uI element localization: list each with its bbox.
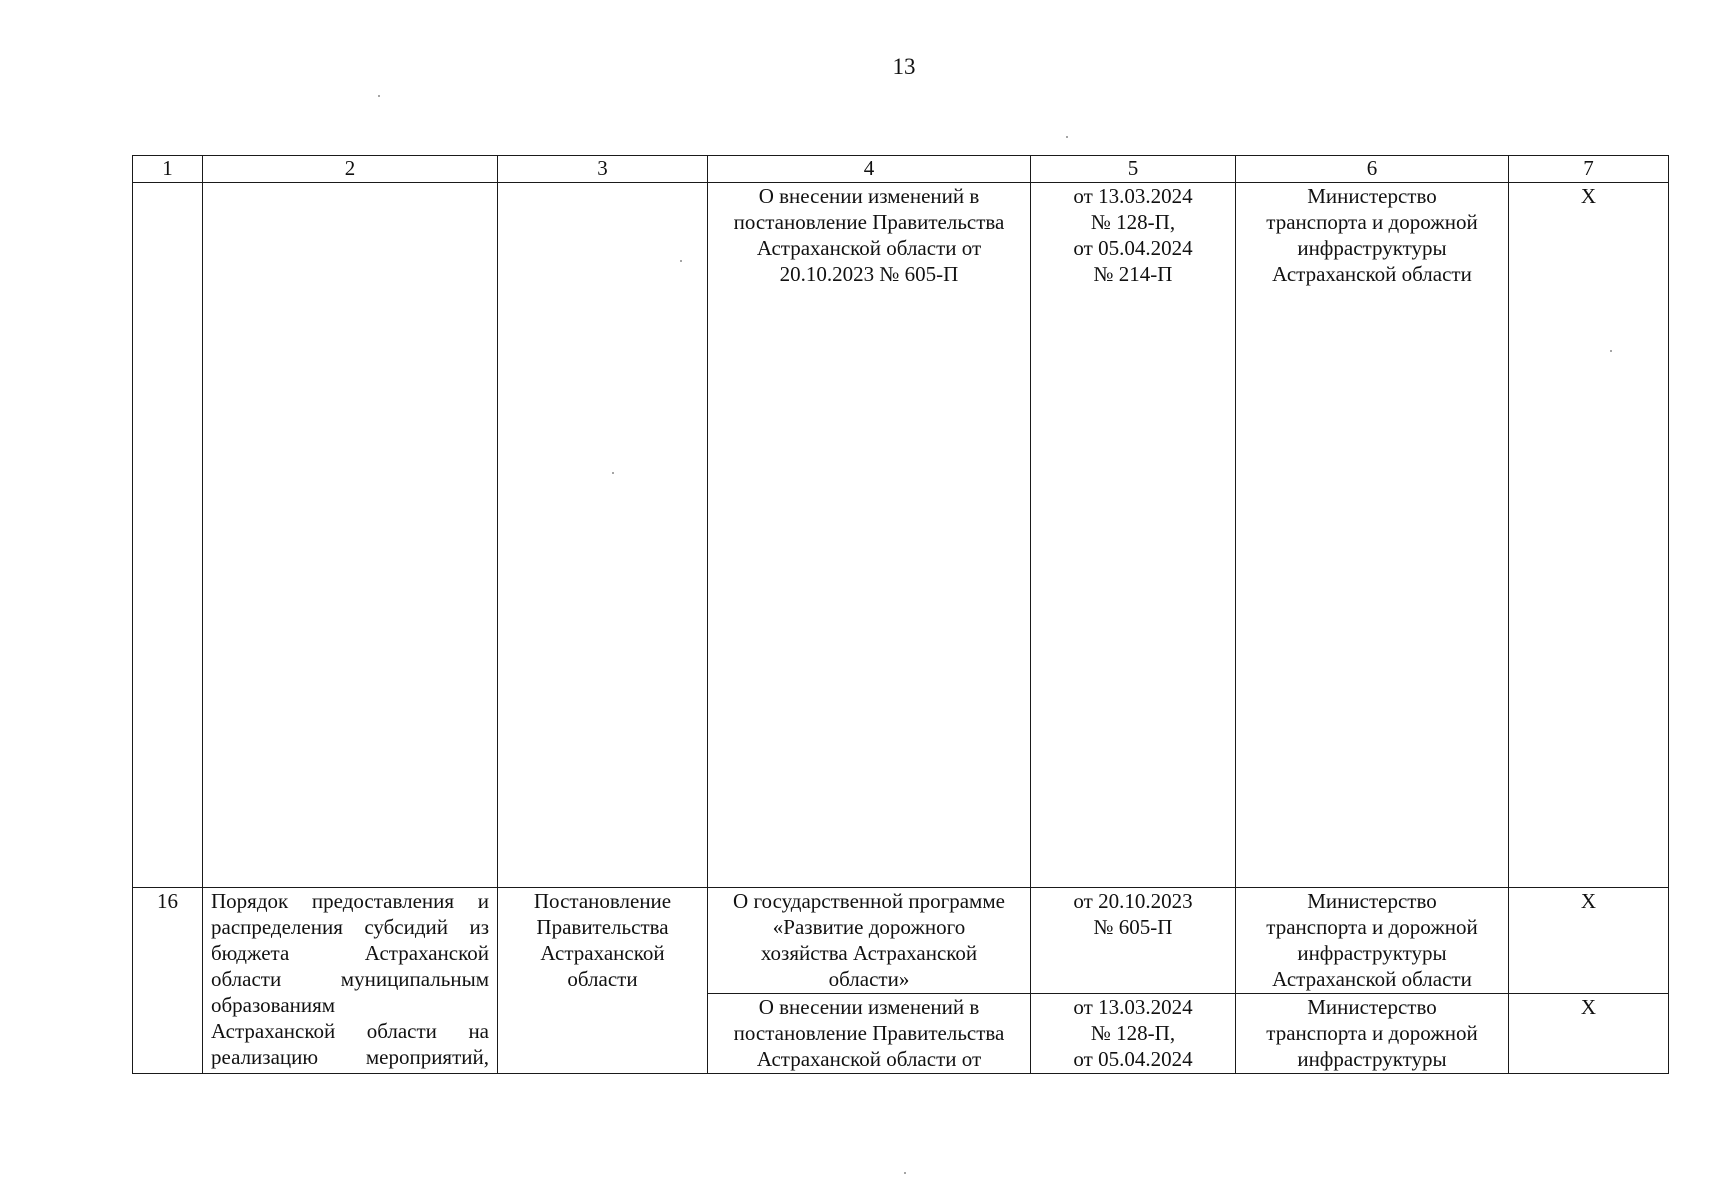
row-number-cell: 16 xyxy=(133,888,203,1074)
act-date-number-cell: от 13.03.2024 № 128-П, от 05.04.2024 xyxy=(1031,994,1236,1074)
responsible-body-cell: Министерство транспорта и дорожной инфраструктуры xyxy=(1236,994,1509,1074)
table-row xyxy=(133,183,1669,888)
responsible-body-cell: Министерство транспорта и дорожной инфраструктуры Астраханской области xyxy=(1236,888,1509,994)
document-title-cell: Порядок предоставления и распределения субсидий из бюджета Астраханской области муниципальным образованиям Астраханской области на реализацию мероприятий, xyxy=(203,888,498,1074)
column-number-1: 1 xyxy=(133,156,203,183)
column-number-7: 7 xyxy=(1509,156,1669,183)
column-number-4: 4 xyxy=(708,156,1031,183)
document-title-cell xyxy=(203,183,498,888)
column-numbers-row xyxy=(133,156,1669,183)
responsible-body-cell: Министерство транспорта и дорожной инфраструктуры Астраханской области xyxy=(1236,183,1509,888)
column-number-2: 2 xyxy=(203,156,498,183)
act-date-number-cell: от 20.10.2023 № 605-П xyxy=(1031,888,1236,994)
column-number-6: 6 xyxy=(1236,156,1509,183)
amending-act-cell: О внесении изменений в постановление Правительства Астраханской области от 20.10.2023 № 605-П xyxy=(708,183,1031,888)
program-act-cell: О государственной программе «Развитие дорожного хозяйства Астраханской области» xyxy=(708,888,1031,994)
scan-speck xyxy=(1066,136,1068,138)
scan-speck xyxy=(378,95,380,97)
document-type-cell: Постановление Правительства Астраханской области xyxy=(498,888,708,1074)
mark-cell: Х xyxy=(1509,994,1669,1074)
scan-speck xyxy=(904,1172,906,1174)
table-row xyxy=(133,888,1669,994)
act-date-number-cell: от 13.03.2024 № 128-П, от 05.04.2024 № 214-П xyxy=(1031,183,1236,888)
amending-act-cell: О внесении изменений в постановление Правительства Астраханской области от xyxy=(708,994,1031,1074)
row-number-cell xyxy=(133,183,203,888)
registry-table xyxy=(132,155,1669,1074)
column-number-3: 3 xyxy=(498,156,708,183)
mark-cell: Х xyxy=(1509,888,1669,994)
page-number: 13 xyxy=(892,54,916,79)
mark-cell: Х xyxy=(1509,183,1669,888)
document-type-cell xyxy=(498,183,708,888)
column-number-5: 5 xyxy=(1031,156,1236,183)
